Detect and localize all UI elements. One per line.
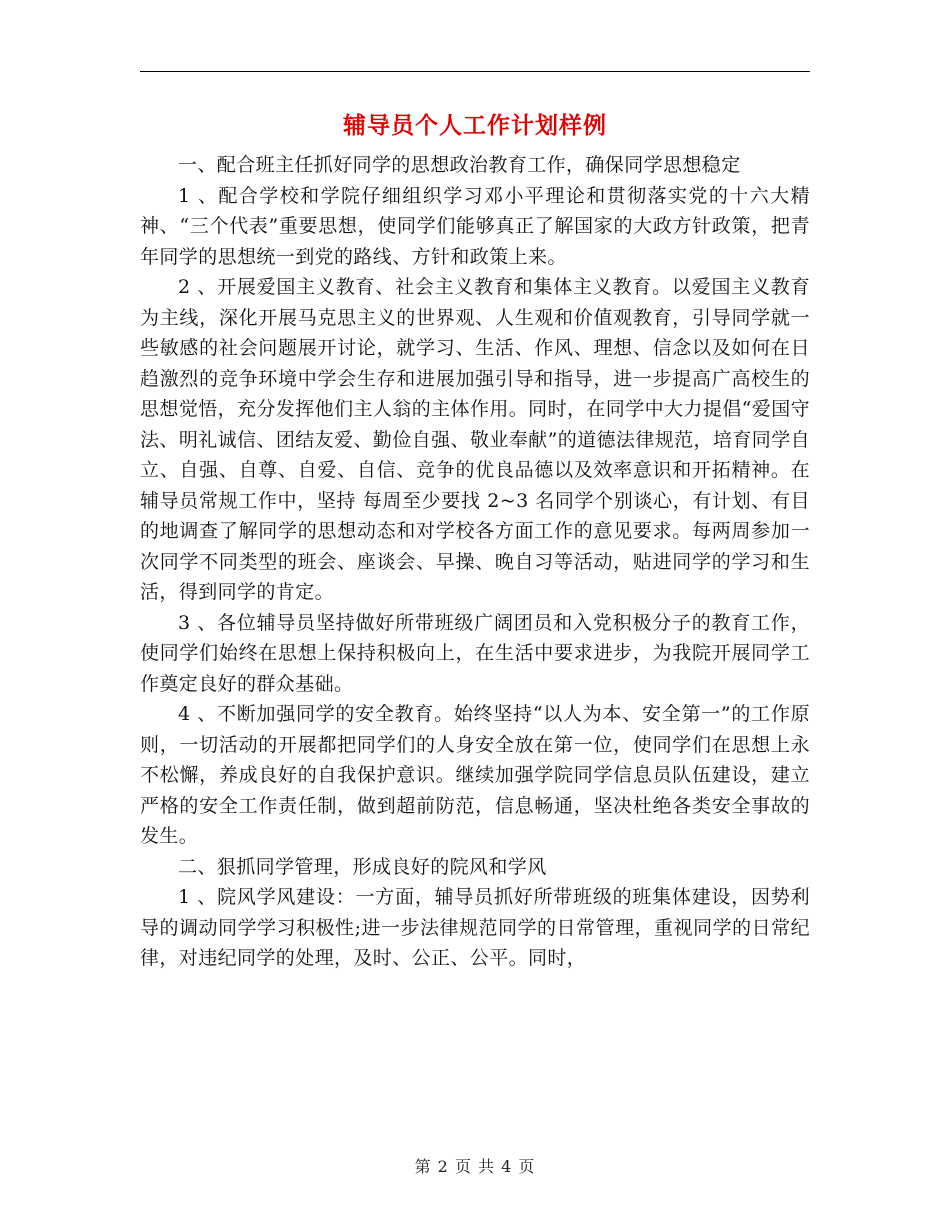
document-body xyxy=(140,150,810,974)
paragraph-1-3: 3 、各位辅导员坚持做好所带班级广阔团员和入党积极分子的教育工作，使同学们始终在思想上保持积极向上，在生活中要求进步，为我院开展同学工作奠定良好的群众基础。 xyxy=(140,611,810,695)
header-rule xyxy=(140,71,810,72)
paragraph-1-4: 4 、不断加强同学的安全教育。始终坚持“以人为本、安全第一”的工作原则，一切活动的开展都把同学们的人身安全放在第一位，使同学们在思想上永不松懈，养成良好的自我保护意识。继续加强学院同学信息员队伍建设，建立严格的安全工作责任制，做到超前防范，信息畅通，坚决杜绝各类安全事故的发生。 xyxy=(140,703,810,847)
document-title: 辅导员个人工作计划样例 xyxy=(343,113,607,139)
section-heading-2: 二、狠抓同学管理，形成良好的院风和学风 xyxy=(178,855,547,878)
section-heading-1: 一、配合班主任抓好同学的思想政治教育工作，确保同学思想稳定 xyxy=(178,154,741,176)
page-footer: 第 2 页 共 4 页 xyxy=(414,1157,536,1176)
paragraph-2-1: 1 、院风学风建设：一方面，辅导员抓好所带班级的班集体建设，因势利导的调动同学学习积极性;进一步法律规范同学的日常管理，重视同学的日常纪律，对违纪同学的处理，及时、公正、公平。同时， xyxy=(140,886,810,969)
paragraph-1-2: 2 、开展爱国主义教育、社会主义教育和集体主义教育。以爱国主义教育为主线，深化开展马克思主义的世界观、人生观和价值观教育，引导同学就一些敏感的社会问题展开讨论，就学习、生活、作风、理想、信念以及如何在日趋激烈的竞争环境中学会生存和进展加强引导和指导，进一步提高广高校生的思想觉悟，充分发挥他们主人翁的主体作用。同时，在同学中大力提倡“爱国守法、明礼诚信、团结友爱、勤俭自强、敬业奉献”的道德法律规范，培育同学自立、自强、自尊、自爱、自信、竞争的优良品德以及效率意识和开拓精神。在辅导员常规工作中，坚持 每周至少要找 2~3 名同学个别谈心，有计划、有目的地调查了解同学的思想动态和对学校各方面工作的意见要求。每两周参加一次同学不同类型的班会、座谈会、早操、晚自习等活动，贴进同学的学习和生活，得到同学的肯定。 xyxy=(140,276,810,603)
paragraph-1-1: 1 、配合学校和学院仔细组织学习邓小平理论和贯彻落实党的十六大精神、“三个代表”重要思想，使同学们能够真正了解国家的大政方针政策，把青年同学的思想统一到党的路线、方针和政策上来。 xyxy=(140,184,810,268)
